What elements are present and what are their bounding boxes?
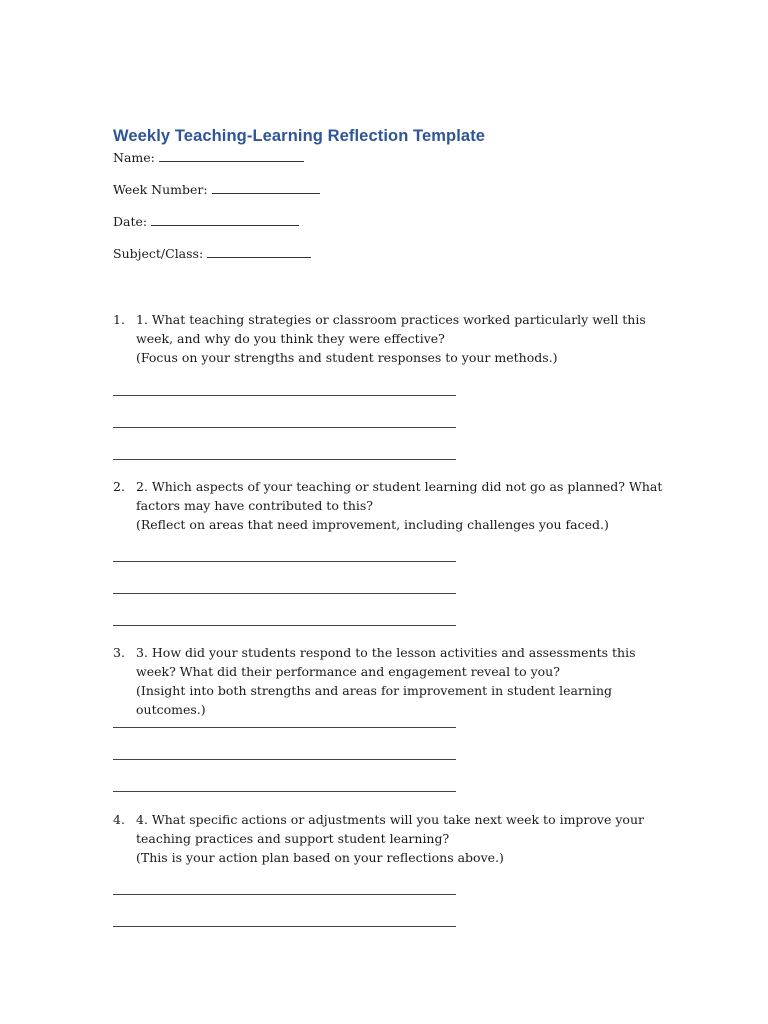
question-text: 4. What specific actions or adjustments will you take next week to improve your teaching practices and support student learning?	[136, 812, 644, 846]
answer-line[interactable]	[113, 926, 456, 927]
subject-class-label: Subject/Class:	[113, 246, 204, 261]
answer-line[interactable]	[113, 459, 456, 460]
name-label: Name:	[113, 150, 155, 165]
name-field	[113, 150, 304, 166]
answer-line[interactable]	[113, 561, 456, 562]
answer-line[interactable]	[113, 727, 456, 728]
question-number: 3.	[113, 645, 125, 660]
question-text: 3. How did your students respond to the lesson activities and assessments this week? What did their performance and engagement reveal to you?	[136, 645, 636, 679]
week-number-label: Week Number:	[113, 182, 208, 197]
week-number-blank[interactable]	[212, 182, 320, 194]
question-text: 2. Which aspects of your teaching or student learning did not go as planned? What factors may have contributed to this?	[136, 479, 663, 513]
week-number-field	[113, 182, 320, 198]
question-number: 4.	[113, 812, 125, 827]
question-hint: (This is your action plan based on your reflections above.)	[136, 850, 504, 865]
question-hint: (Insight into both strengths and areas for improvement in student learning outcomes.)	[136, 683, 613, 717]
answer-line[interactable]	[113, 759, 456, 760]
document-page	[113, 124, 673, 865]
question-text: 1. What teaching strategies or classroom practices worked particularly well this week, and why do you think they were effective?	[136, 312, 646, 346]
answer-line[interactable]	[113, 427, 456, 428]
answer-line[interactable]	[113, 395, 456, 396]
answer-line[interactable]	[113, 593, 456, 594]
answer-line[interactable]	[113, 791, 456, 792]
answer-line[interactable]	[113, 625, 456, 626]
subject-class-field	[113, 246, 311, 262]
page-title: Weekly Teaching-Learning Reflection Template	[113, 127, 486, 145]
question-hint: (Reflect on areas that need improvement, including challenges you faced.)	[136, 517, 609, 532]
question-hint: (Focus on your strengths and student responses to your methods.)	[136, 350, 558, 365]
answer-line[interactable]	[113, 894, 456, 895]
subject-class-blank[interactable]	[207, 246, 311, 258]
question-number: 2.	[113, 479, 125, 494]
date-blank[interactable]	[151, 214, 299, 226]
name-blank[interactable]	[159, 150, 304, 162]
date-field	[113, 214, 299, 230]
date-label: Date:	[113, 214, 148, 229]
question-number: 1.	[113, 312, 125, 327]
